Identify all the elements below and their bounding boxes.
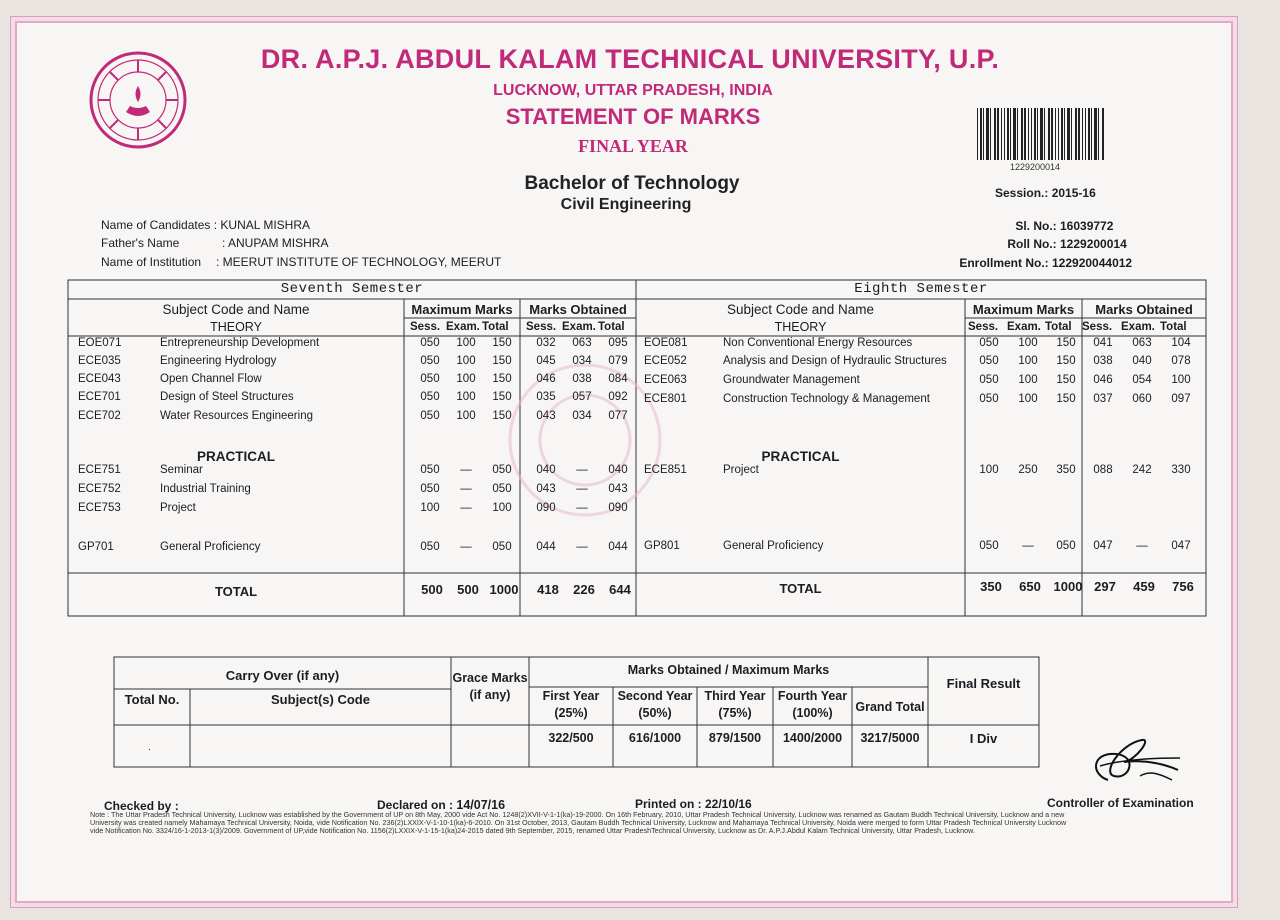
roll-no-label: Roll No.: <box>1007 237 1057 251</box>
total-obtained: 418 <box>537 582 559 597</box>
year-label: Fourth Year <box>777 689 848 703</box>
sl-no-label: Sl. No.: <box>1015 219 1057 233</box>
year-title: FINAL YEAR <box>578 136 688 156</box>
obtained-mark: — <box>576 502 588 514</box>
total-max: 650 <box>1019 579 1041 594</box>
obtained-mark: 097 <box>1171 393 1191 405</box>
obtained-mark: 038 <box>1093 355 1113 367</box>
obtained-maximum-header: Marks Obtained / Maximum Marks <box>627 663 830 677</box>
total-obtained: 226 <box>573 582 595 597</box>
grace-marks-header: Grace Marks <box>452 671 528 685</box>
max-subheader: Sess. <box>968 321 999 333</box>
max-subheader: Sess. <box>410 321 441 333</box>
max-mark: 150 <box>1056 337 1076 349</box>
max-mark: 100 <box>1018 355 1038 367</box>
obtained-subheader: Sess. <box>526 321 557 333</box>
university-name: DR. A.P.J. ABDUL KALAM TECHNICAL UNIVERSITY, U.P. <box>260 44 1000 74</box>
obtained-mark: 040 <box>608 464 628 476</box>
declared-date: 14/07/16 <box>456 798 506 812</box>
subject-code: ECE052 <box>644 355 687 367</box>
total-obtained: 756 <box>1172 579 1194 594</box>
max-mark: 150 <box>492 410 512 422</box>
subject-code: GP801 <box>644 540 680 552</box>
max-mark: 100 <box>420 502 440 514</box>
subject-name: Construction Technology & Management <box>723 393 930 405</box>
max-mark: 050 <box>979 355 999 367</box>
footer-note-line-3: vide Notification No. 3324/16-1-2013-1(3)/2009. Government of UP,vide Notification No. 1156(2)LXXIX-V-1-15-1(ka)24-2015 dated 9th September, 2015, renamed Uttar PradeshTechnical University, Lucknow as Dr. A.P.J.Abdul Kalam Technical University, Uttar Pradesh, Lucknow. <box>90 826 975 835</box>
document-title: STATEMENT OF MARKS <box>505 104 761 129</box>
theory-header: THEORY <box>210 320 262 334</box>
max-mark: 050 <box>492 464 512 476</box>
subject-name: General Proficiency <box>723 540 824 552</box>
obtained-mark: 034 <box>572 355 592 367</box>
obtained-subheader: Sess. <box>1082 321 1113 333</box>
max-mark: 150 <box>1056 374 1076 386</box>
year-label: Third Year <box>704 689 766 703</box>
father-name: : ANUPAM MISHRA <box>222 236 329 250</box>
roll-no: 1229200014 <box>1060 237 1127 251</box>
obtained-mark: 078 <box>1171 355 1191 367</box>
obtained-mark: 046 <box>1093 374 1113 386</box>
obtained-mark: 079 <box>608 355 628 367</box>
final-result-header: Final Result <box>946 676 1021 691</box>
maximum-marks-header: Maximum Marks <box>972 302 1075 317</box>
obtained-mark: 054 <box>1132 374 1152 386</box>
subject-code: ECE851 <box>644 464 687 476</box>
obtained-mark: 046 <box>536 373 556 385</box>
semester-title: Eighth Semester <box>854 281 988 297</box>
total-max: 1000 <box>1053 579 1083 594</box>
marks-obtained-header: Marks Obtained <box>1095 302 1193 317</box>
session-value: 2015-16 <box>1051 186 1096 200</box>
subject-code: ECE063 <box>644 374 687 386</box>
year-marks: 1400/2000 <box>782 731 843 745</box>
obtained-mark: 037 <box>1093 393 1113 405</box>
obtained-mark: 043 <box>536 410 556 422</box>
obtained-mark: 100 <box>1171 374 1191 386</box>
max-mark: 050 <box>979 374 999 386</box>
enrollment-label: Enrollment No.: <box>959 256 1049 270</box>
max-mark: 050 <box>1056 540 1076 552</box>
max-mark: — <box>1022 540 1034 552</box>
total-max: 1000 <box>489 582 519 597</box>
max-mark: — <box>460 483 472 495</box>
subject-code: ECE701 <box>78 391 121 403</box>
max-mark: 100 <box>1018 337 1038 349</box>
max-mark: — <box>460 541 472 553</box>
obtained-mark: 063 <box>572 337 592 349</box>
year-marks: 879/1500 <box>708 731 762 745</box>
subject-name: Project <box>723 464 759 476</box>
subject-code: ECE801 <box>644 393 687 405</box>
obtained-mark: 044 <box>536 541 556 553</box>
obtained-mark: 095 <box>608 337 628 349</box>
carry-over-header: Carry Over (if any) <box>225 668 340 683</box>
subject-name: Industrial Training <box>160 483 251 495</box>
obtained-mark: 040 <box>536 464 556 476</box>
max-mark: — <box>460 502 472 514</box>
subject-code: ECE702 <box>78 410 121 422</box>
max-mark: 050 <box>420 541 440 553</box>
institution-label: Name of Institution <box>101 255 202 269</box>
max-mark: 150 <box>492 391 512 403</box>
subject-code: GP701 <box>78 541 114 553</box>
max-subheader: Exam. <box>446 321 480 333</box>
checked-by: Checked by : <box>104 799 179 813</box>
max-subheader: Total <box>482 321 509 333</box>
max-mark: 250 <box>1018 464 1038 476</box>
subject-code: ECE035 <box>78 355 121 367</box>
obtained-mark: 043 <box>608 483 628 495</box>
obtained-mark: 090 <box>536 502 556 514</box>
subject-name: Analysis and Design of Hydraulic Structures <box>723 355 947 367</box>
obtained-mark: 040 <box>1132 355 1152 367</box>
grand-total-value: 3217/5000 <box>860 731 920 745</box>
year-label: Second Year <box>617 689 693 703</box>
marks-obtained-header: Marks Obtained <box>529 302 627 317</box>
obtained-subheader: Exam. <box>562 321 596 333</box>
max-mark: 350 <box>1056 464 1076 476</box>
practical-header: PRACTICAL <box>761 449 840 464</box>
maximum-marks-header: Maximum Marks <box>411 302 513 317</box>
subject-code: ECE753 <box>78 502 121 514</box>
institution-name: : MEERUT INSTITUTE OF TECHNOLOGY, MEERUT <box>216 255 502 269</box>
obtained-mark: 092 <box>608 391 628 403</box>
barcode-number: 1229200014 <box>1010 162 1061 172</box>
max-mark: 150 <box>1056 393 1076 405</box>
grace-if-any: (if any) <box>469 688 511 702</box>
obtained-mark: 057 <box>572 391 592 403</box>
footer-note <box>90 811 1230 835</box>
total-max: 500 <box>421 582 443 597</box>
obtained-mark: 032 <box>536 337 556 349</box>
obtained-subheader: Total <box>598 321 625 333</box>
obtained-mark: 035 <box>536 391 556 403</box>
total-obtained: 459 <box>1133 579 1155 594</box>
sl-no: 16039772 <box>1060 219 1114 233</box>
subject-name: Groundwater Management <box>723 374 860 386</box>
max-mark: 050 <box>492 541 512 553</box>
subject-code: EOE071 <box>78 337 122 349</box>
max-subheader: Total <box>1045 321 1072 333</box>
obtained-mark: 090 <box>608 502 628 514</box>
branch-title: Civil Engineering <box>560 196 692 213</box>
obtained-mark: 038 <box>572 373 592 385</box>
max-mark: — <box>460 464 472 476</box>
total-label: TOTAL <box>214 584 258 599</box>
obtained-subheader: Exam. <box>1121 321 1155 333</box>
year-percentage: (50%) <box>638 706 672 720</box>
session-label: Session.: <box>995 186 1049 200</box>
total-no-header: Total No. <box>124 692 180 707</box>
total-label: TOTAL <box>779 581 822 596</box>
obtained-mark: 084 <box>608 373 628 385</box>
declared-on-label: Declared on : <box>377 798 454 812</box>
obtained-mark: 060 <box>1132 393 1152 405</box>
obtained-mark: — <box>576 541 588 553</box>
max-mark: 100 <box>456 373 476 385</box>
year-percentage: (25%) <box>554 706 588 720</box>
total-max: 350 <box>980 579 1002 594</box>
max-mark: 150 <box>492 373 512 385</box>
obtained-mark: 330 <box>1171 464 1191 476</box>
max-mark: 150 <box>1056 355 1076 367</box>
obtained-mark: — <box>576 483 588 495</box>
semester-title: Seventh Semester <box>280 281 424 297</box>
total-obtained: 297 <box>1094 579 1116 594</box>
theory-header: THEORY <box>774 320 827 334</box>
university-location: LUCKNOW, UTTAR PRADESH, INDIA <box>493 82 773 99</box>
obtained-mark: 077 <box>608 410 628 422</box>
subject-code: EOE081 <box>644 337 688 349</box>
subject-name: Seminar <box>160 464 203 476</box>
max-mark: 150 <box>492 355 512 367</box>
subject-name: General Proficiency <box>160 541 261 553</box>
max-mark: 050 <box>979 393 999 405</box>
max-mark: 050 <box>420 464 440 476</box>
year-marks: 322/500 <box>548 731 594 745</box>
max-mark: 100 <box>1018 374 1038 386</box>
obtained-mark: 063 <box>1132 337 1152 349</box>
subject-name: Engineering Hydrology <box>160 355 277 367</box>
subject-code: ECE752 <box>78 483 121 495</box>
subject-name: Non Conventional Energy Resources <box>723 337 913 349</box>
obtained-mark: 047 <box>1093 540 1113 552</box>
year-marks: 616/1000 <box>628 731 682 745</box>
year-percentage: (75%) <box>718 706 752 720</box>
obtained-mark: 034 <box>572 410 592 422</box>
candidate-name: : KUNAL MISHRA <box>213 218 310 232</box>
subject-name: Project <box>160 502 196 514</box>
obtained-mark: 242 <box>1132 464 1152 476</box>
total-obtained: 644 <box>609 582 631 597</box>
max-mark: 050 <box>420 391 440 403</box>
max-mark: 050 <box>420 483 440 495</box>
max-mark: 100 <box>456 355 476 367</box>
obtained-mark: 043 <box>536 483 556 495</box>
obtained-mark: 041 <box>1093 337 1113 349</box>
candidate-name-label: Name of Candidates <box>101 218 211 232</box>
max-mark: 100 <box>1018 393 1038 405</box>
subject-name: Water Resources Engineering <box>160 410 313 422</box>
obtained-mark: — <box>576 464 588 476</box>
footer-note-line-1: Note : The Uttar Pradesh Technical University, Lucknow was established by the Government of UP on 8th May, 2000 vide Act No. 1248(2)XVII-V-1-1(ka)-19-2000. On 16th February, 2010, Uttar Pradesh Technical University, Lucknow was renamed as Gautam Buddh Technical University, Lucknow and a new <box>90 810 1065 819</box>
obtained-mark: 044 <box>608 541 628 553</box>
obtained-mark: 104 <box>1171 337 1191 349</box>
enrollment-no: 122920044012 <box>1052 256 1133 270</box>
year-percentage: (100%) <box>792 706 833 720</box>
final-result-value: I Div <box>969 731 998 746</box>
footer-note-line-2: University was created namely Mahamaya Technical University, Noida, vide Notification No. 236(2)LXXIX-V-1-10-1(ka)-6-2010. On 31st October, 2013, Gautam Buddh Technical University, Lucknow and Mahamaya Technical University, Noida were merged to form Uttar Pradesh Technical University Lucknow <box>90 818 1067 827</box>
signature-icon <box>1080 730 1190 792</box>
max-subheader: Exam. <box>1007 321 1041 333</box>
obtained-subheader: Total <box>1160 321 1187 333</box>
max-mark: 050 <box>420 337 440 349</box>
subject-name: Open Channel Flow <box>160 373 262 385</box>
year-label: First Year <box>542 689 600 703</box>
obtained-mark: 047 <box>1171 540 1191 552</box>
max-mark: 050 <box>420 355 440 367</box>
max-mark: 050 <box>420 410 440 422</box>
subject-code-header: Subject Code and Name <box>162 302 310 317</box>
degree-title: Bachelor of Technology <box>524 173 740 194</box>
obtained-mark: 045 <box>536 355 556 367</box>
max-mark: 050 <box>979 337 999 349</box>
obtained-mark: — <box>1136 540 1148 552</box>
controller-of-examination: Controller of Examination <box>1047 796 1194 810</box>
max-mark: 050 <box>979 540 999 552</box>
practical-header: PRACTICAL <box>197 449 275 464</box>
subject-code: ECE043 <box>78 373 121 385</box>
subject-code: ECE751 <box>78 464 121 476</box>
max-mark: 100 <box>979 464 999 476</box>
total-max: 500 <box>457 582 479 597</box>
max-mark: 100 <box>456 337 476 349</box>
grand-total-header: Grand Total <box>855 700 925 714</box>
max-mark: 100 <box>456 391 476 403</box>
father-name-label: Father's Name <box>101 236 180 250</box>
subject-name: Design of Steel Structures <box>160 391 294 403</box>
subject-code-header: Subject Code and Name <box>726 302 875 317</box>
printed-on: Printed on : 22/10/16 <box>635 797 752 811</box>
obtained-mark: 088 <box>1093 464 1113 476</box>
total-no-value: . <box>148 742 151 753</box>
max-mark: 050 <box>420 373 440 385</box>
subject-name: Entrepreneurship Development <box>160 337 320 349</box>
subjects-code-header: Subject(s) Code <box>271 692 370 707</box>
max-mark: 050 <box>492 483 512 495</box>
max-mark: 150 <box>492 337 512 349</box>
max-mark: 100 <box>492 502 512 514</box>
max-mark: 100 <box>456 410 476 422</box>
